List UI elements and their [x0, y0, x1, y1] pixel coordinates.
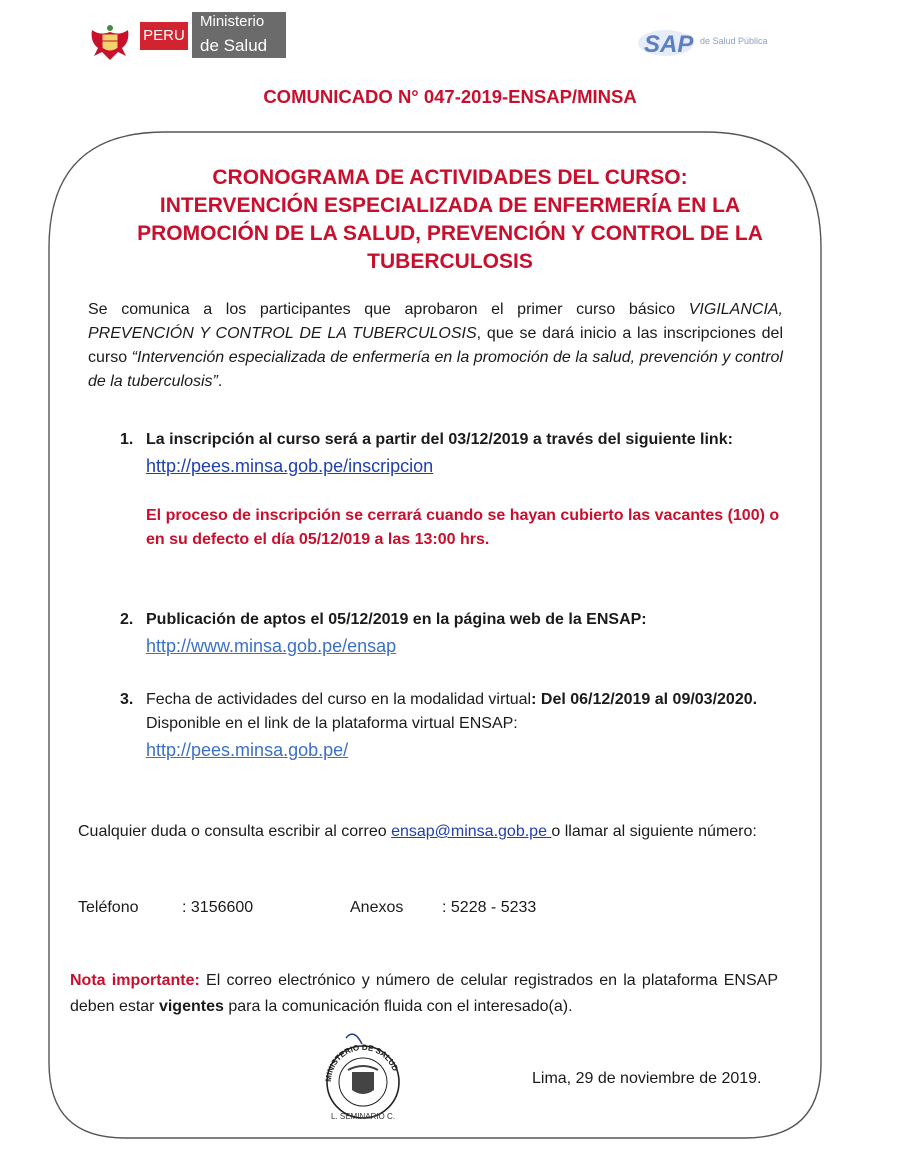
item-text: Publicación de aptos el 05/12/2019 en la página web de la ENSAP:	[146, 611, 647, 628]
document-title	[70, 164, 830, 276]
consulta-text: Cualquier duda o consulta escribir al correo	[78, 823, 392, 840]
nota-bold: vigentes	[158, 998, 224, 1015]
ministerio-line1: Ministerio	[200, 13, 265, 30]
document-header	[0, 0, 900, 70]
item-number: 1.	[120, 431, 134, 448]
item-text: La inscripción al curso será a partir del 03/12/2019 a través del siguiente link:	[146, 431, 733, 448]
title-line: TUBERCULOSIS	[367, 250, 533, 273]
intro-paragraph	[88, 298, 783, 394]
intro-text: Se comunica a los participantes que aprobaron el primer curso básico	[88, 301, 689, 318]
anexos-label: Anexos	[350, 899, 404, 916]
telefono-label: Teléfono	[78, 899, 139, 916]
item-dates: : Del 06/12/2019 al 09/03/2020.	[531, 691, 758, 708]
list-item	[120, 688, 782, 764]
consulta-text: o llamar al siguiente número:	[551, 823, 757, 840]
ensap-web-link[interactable]: http://www.minsa.gob.pe/ensap	[146, 636, 397, 656]
inscripcion-link[interactable]: http://pees.minsa.gob.pe/inscripcion	[146, 456, 434, 476]
consulta-paragraph	[78, 820, 778, 844]
ensap-logo-icon	[636, 26, 696, 58]
peru-coat-of-arms-icon	[88, 22, 132, 62]
item-number: 3.	[120, 691, 134, 708]
intro-course-title: “Intervención especializada de enfermería en la promoción de la salud, prevención y control de la tuberculosis”	[88, 349, 783, 390]
email-link[interactable]: ensap@minsa.gob.pe	[391, 823, 552, 840]
list-item	[120, 608, 782, 660]
nota-label: Nota importante:	[70, 972, 200, 989]
intro-course-name: VIGILANCIA, PREVENCIÓN Y CONTROL DE LA TUBERCULOSIS	[88, 301, 783, 342]
ministerio-line2: de Salud	[200, 36, 268, 55]
nota-text: para la comunicación fluida con el interesado(a).	[223, 998, 573, 1015]
ensap-logo-text: SAP	[644, 31, 694, 58]
title-line: CRONOGRAMA DE ACTIVIDADES DEL CURSO:	[212, 166, 688, 189]
list-item	[120, 428, 782, 552]
peru-label: PERU	[140, 22, 188, 50]
document-date: Lima, 29 de noviembre de 2019.	[532, 1070, 762, 1087]
nota-importante	[70, 968, 778, 1020]
anexos-value: : 5228 - 5233	[442, 899, 537, 916]
telefono-value: : 3156600	[182, 899, 254, 916]
item-number: 2.	[120, 611, 134, 628]
item-text: Fecha de actividades del curso en la modalidad virtual	[146, 691, 532, 708]
title-line: INTERVENCIÓN ESPECIALIZADA DE ENFERMERÍA EN LA	[159, 194, 741, 217]
intro-text: .	[217, 373, 223, 390]
seal-ring-text: MINISTERIO DE SALUD	[323, 1042, 400, 1083]
nota-text: El correo electrónico y número de celular registrados en la plataforma ENSAP deben estar	[70, 972, 778, 1015]
intro-text: , que se dará inicio a las inscripciones del curso	[88, 325, 783, 366]
item-text: Disponible en el link de la plataforma virtual ENSAP:	[146, 715, 518, 732]
closing-note: El proceso de inscripción se cerrará cuando se hayan cubierto las vacantes (100) o en su defecto el día 05/12/019 a las 13:00 hrs.	[146, 507, 780, 548]
ministerio-logo	[192, 12, 286, 58]
comunicado-number: COMUNICADO N° 047-2019-ENSAP/MINSA	[263, 86, 637, 107]
ensap-small-text: de Salud Pública	[700, 36, 768, 46]
title-line: PROMOCIÓN DE LA SALUD, PREVENCIÓN Y CONTROL DE LA	[137, 222, 763, 245]
plataforma-link[interactable]: http://pees.minsa.gob.pe/	[146, 740, 349, 760]
signer-name: L. SEMINARIO C.	[330, 1112, 395, 1121]
